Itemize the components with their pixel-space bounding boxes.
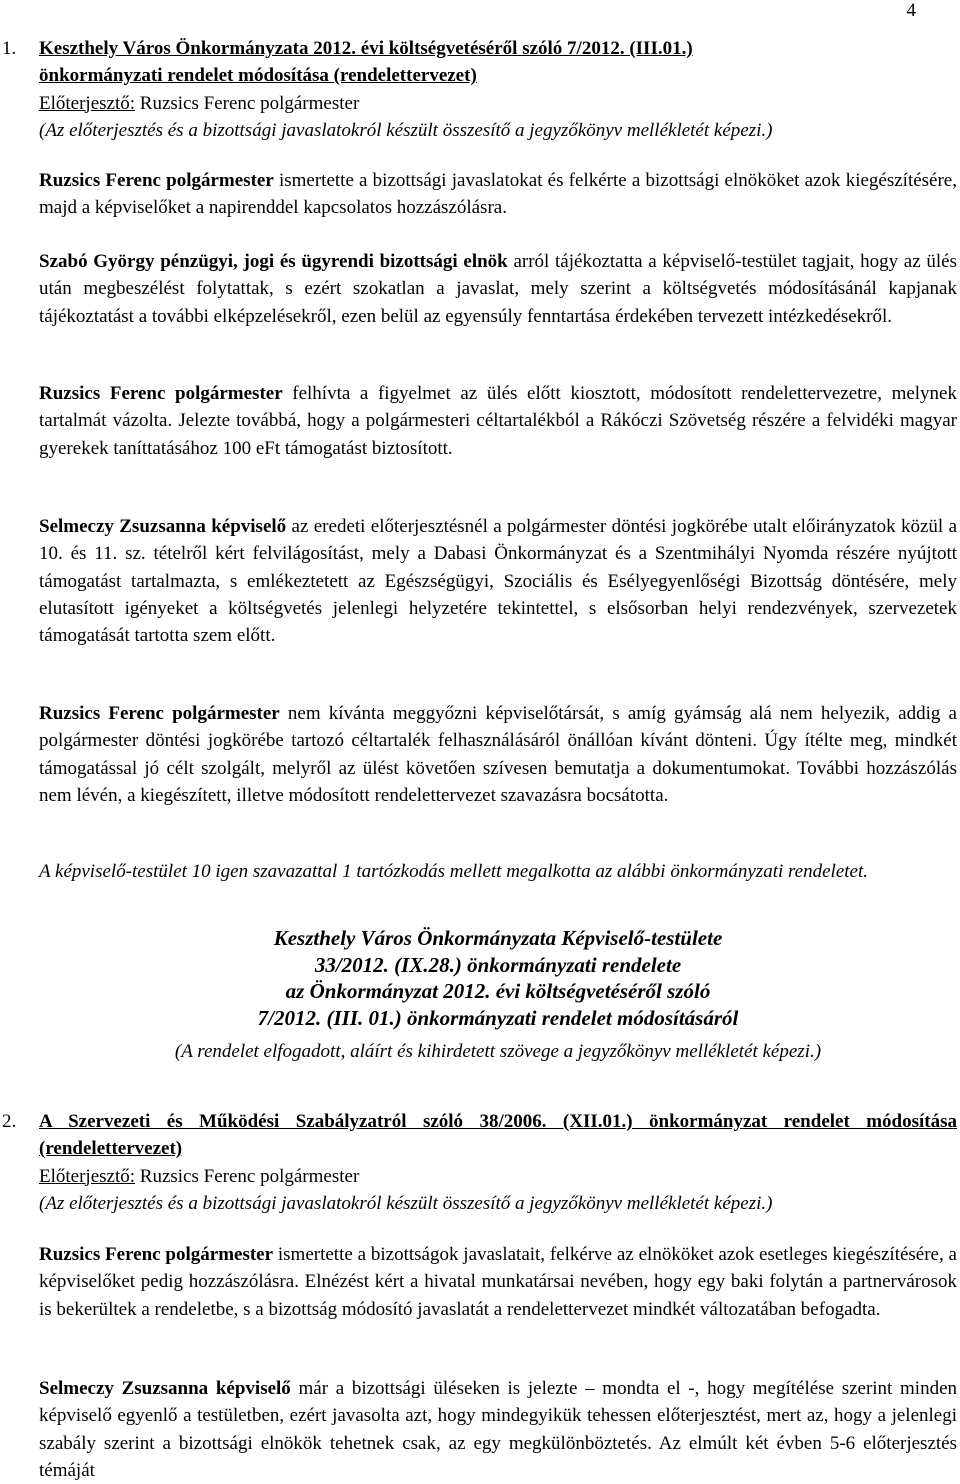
page-number: 4 xyxy=(906,0,916,21)
paragraph-text: ismertette a bizottságok javaslatait, felkérve az elnököket azok esetleges kiegészítésére, a képviselőket pedig hozzászólásra. Elnézést kért a hivatal munkatársai nevében, hogy egy baki folytán a partnervárosok is bekerültek a rendeletbe, s a bizottság módosító javaslatát a rendelettervezet mindkét változatában befogadta. xyxy=(39,1244,957,1320)
item-1-presenter xyxy=(39,90,957,117)
paragraph-text: ismertette a bizottsági javaslatokat és felkérte a bizottsági elnököket azok kiegészítésére, majd a képviselőket a napirenddel kapcsolatos hozzászólásra. xyxy=(39,170,957,219)
presenter-label: Előterjesztő: xyxy=(39,1165,136,1187)
item-number-2: 2. xyxy=(2,1111,17,1132)
item-1-note: (Az előterjesztés és a bizottsági javaslatokról készült összesítő a jegyzőkönyv mellékletét képezi.) xyxy=(39,119,773,141)
item-1-paragraph-2 xyxy=(39,248,957,330)
paragraph-text: az eredeti előterjesztésnél a polgármester döntési jogkörébe utalt előirányzatok közül a 10. és 11. sz. tételről kért felvilágosítást, mely a Dabasi Önkormányzat és a Szentmihályi Nyomda részére nyújtott támogatást tartalmazta, s emlékeztetett az Egészségügyi, Szociális és Esélyegyenlőségi Bizottság döntésére, mely elutasított igényeket a költségvetés jelenlegi helyzetére tekintettel, s elsősorban helyi rendezvények, szervezetek támogatását tartotta szem előtt. xyxy=(39,516,958,647)
speaker: Selmeczy Zsuzsanna képviselő xyxy=(39,1378,291,1399)
item-2-title: A Szervezeti és Működési Szabályzatról szóló 38/2006. (XII.01.) önkormányzat rendelet módosítása (rendelettervezet) xyxy=(39,1111,957,1160)
item-number-1: 1. xyxy=(2,38,17,59)
paragraph-text: arról tájékoztatta a képviselő-testület tagjait, hogy az ülés után megbeszélést folytattak, s ezért szokatlan a javaslat, mely szerint a költségvetés módosításánál kapjanak tájékoztatást a további elképzelésekről, ezen belül az egyensúly fenntartása érdekében tervezett intézkedésekről. xyxy=(39,251,957,327)
item-1-title-line-2: önkormányzati rendelet módosítása (rendelettervezet) xyxy=(39,65,477,87)
speaker: Szabó György pénzügyi, jogi és ügyrendi bizottsági elnök xyxy=(39,251,508,272)
item-2-note: (Az előterjesztés és a bizottsági javaslatokról készült összesítő a jegyzőkönyv mellékletét képezi.) xyxy=(39,1192,773,1214)
decree-note: (A rendelet elfogadott, aláírt és kihirdetett szövege a jegyzőkönyv mellékletét képezi.) xyxy=(174,1041,822,1062)
decree-line-1: Keszthely Város Önkormányzata Képviselő-testülete xyxy=(273,926,723,950)
presenter-name: Ruzsics Ferenc polgármester xyxy=(135,1165,360,1187)
decree-line-2: 33/2012. (IX.28.) önkormányzati rendelete xyxy=(314,952,682,977)
decree-title xyxy=(39,925,957,1031)
agenda-item-1 xyxy=(39,35,957,144)
speaker: Ruzsics Ferenc polgármester xyxy=(39,383,283,404)
item-1-paragraph-5 xyxy=(39,700,957,809)
paragraph-text: nem kívánta meggyőzni képviselőtársát, s amíg gyámság alá nem helyezik, addig a polgármester döntési jogkörébe tartozó céltartalék felhasználásáról önállóan kívánt dönteni. Úgy ítélte meg, mindkét támogatással jó célt szolgált, melyről az ülést követően szívesen bemutatja a dokumentumokat. További hozzászólás nem lévén, a kiegészített, illetve módosított rendelettervezet szavazásra bocsátotta. xyxy=(39,703,957,806)
speaker: Ruzsics Ferenc polgármester xyxy=(39,1244,274,1265)
decree-line-3: az Önkormányzat 2012. évi költségvetéséről szóló xyxy=(285,979,711,1003)
speaker: Selmeczy Zsuzsanna képviselő xyxy=(39,516,287,537)
speaker: Ruzsics Ferenc polgármester xyxy=(39,703,280,724)
item-1-vote: A képviselő-testület 10 igen szavazattal 1 tartózkodás mellett megalkotta az alábbi önkormányzati rendeletet. xyxy=(39,861,869,882)
presenter-name: Ruzsics Ferenc polgármester xyxy=(135,92,360,114)
item-1-paragraph-3 xyxy=(39,380,957,462)
item-1-title-line-1: Keszthely Város Önkormányzata 2012. évi költségvetéséről szóló 7/2012. (III.01.) xyxy=(39,38,693,59)
item-1-paragraph-1 xyxy=(39,167,957,222)
paragraph-text: már a bizottsági üléseken is jelezte – mondta el -, hogy megítélése szerint minden képviselő egyenlő a testületben, ezért javasolta azt, hogy mindegyikük tehessen előterjesztést, mert az, hogy a jelenlegi szabály szerint a bizottsági elnökök tehetnek csak, az egy megkülönböztetés. Az elmúlt két évben 5-6 előterjesztés témáját xyxy=(39,1378,958,1481)
paragraph-text: felhívta a figyelmet az ülés előtt kiosztott, módosított rendelettervezetre, melynek tartalmát vázolta. Jelezte továbbá, hogy a polgármesteri céltartalékból a Rákóczi Szövetség részére a felvidéki magyar gyerekek taníttatásához 100 eFt támogatást biztosított. xyxy=(39,383,957,459)
decree-line-4: 7/2012. (III. 01.) önkormányzati rendelet módosításáról xyxy=(257,1005,739,1030)
item-2-paragraph-1 xyxy=(39,1241,957,1323)
item-1-paragraph-4 xyxy=(39,513,957,649)
speaker: Ruzsics Ferenc polgármester xyxy=(39,170,274,191)
presenter-label: Előterjesztő: xyxy=(39,92,136,114)
item-2-presenter xyxy=(39,1163,957,1190)
item-2-paragraph-2 xyxy=(39,1375,957,1484)
agenda-item-2 xyxy=(39,1108,957,1217)
